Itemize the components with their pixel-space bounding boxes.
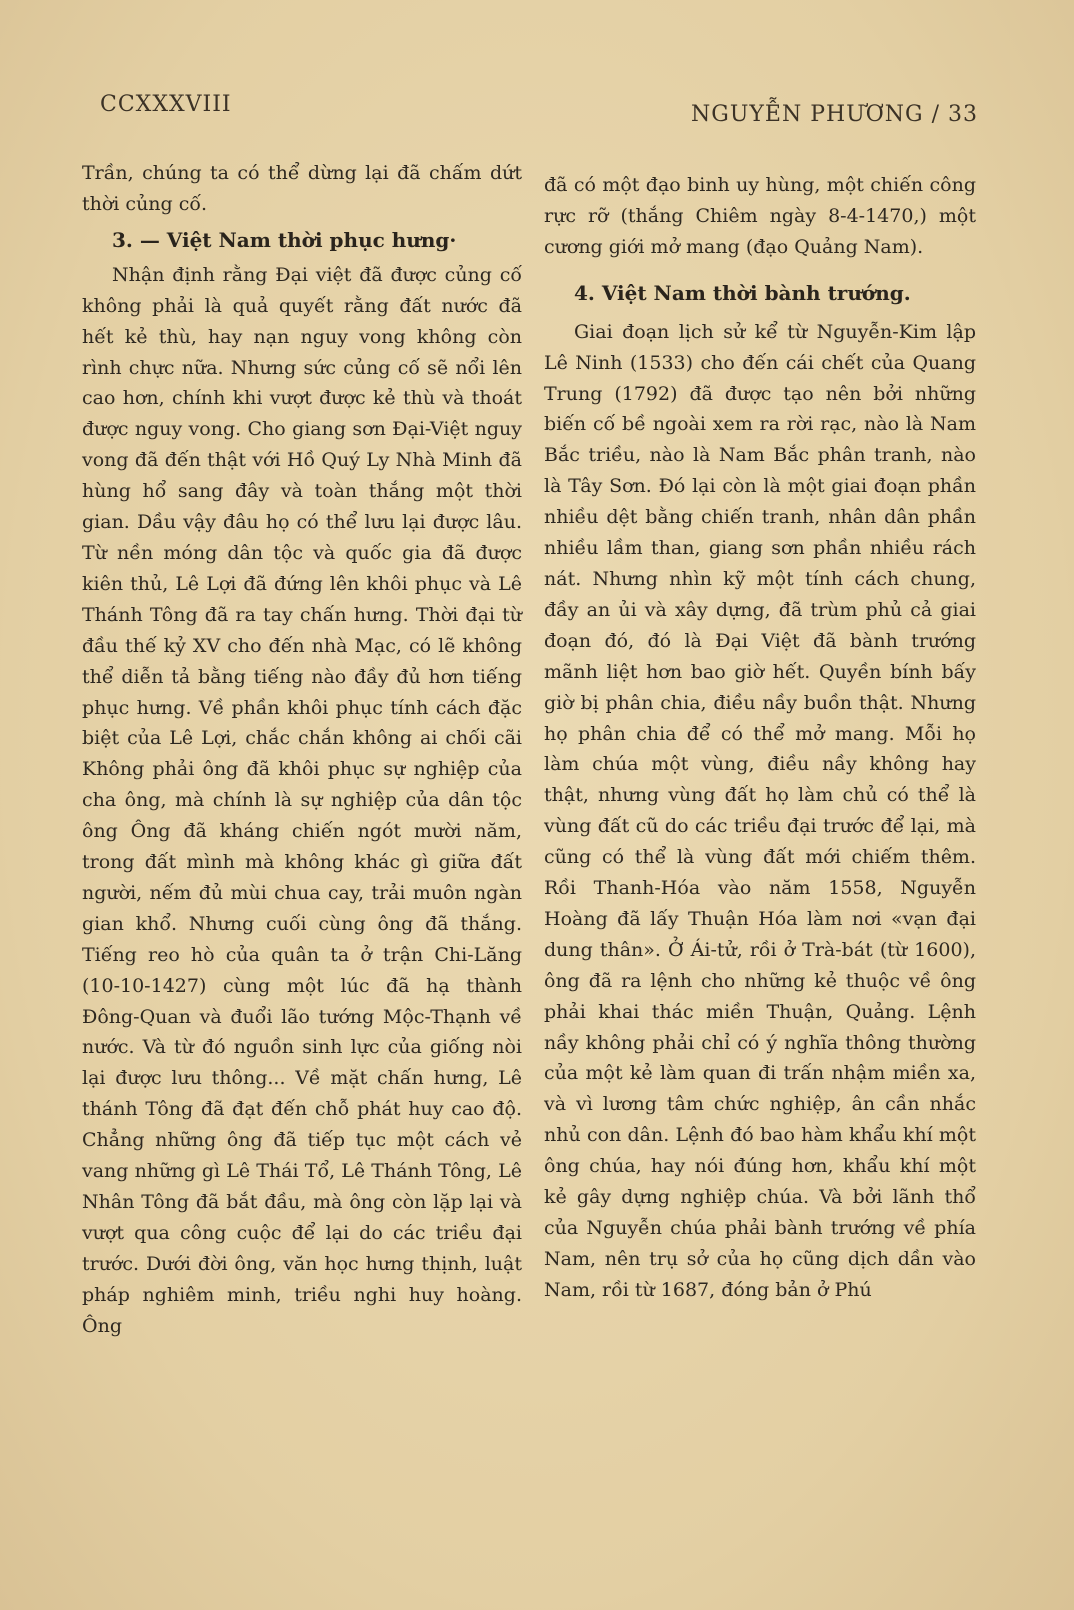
- right-paragraph-1: đã có một đạo binh uy hùng, một chiến công rực rỡ (thắng Chiêm ngày 8-4-1470,) một cương giới mở mang (đạo Quảng Nam).: [544, 174, 976, 258]
- section-3-heading: 3. — Việt Nam thời phục hưng·: [112, 227, 457, 252]
- left-column: [82, 158, 522, 1342]
- left-paragraph-1: Trần, chúng ta có thể dừng lại đã chấm dứt thời củng cố.: [82, 162, 522, 215]
- section-4-heading: 4. Việt Nam thời bành trướng.: [574, 280, 911, 305]
- left-paragraph-2: Nhận định rằng Đại việt đã được củng cố không phải là quả quyết rằng đất nước đã hết kẻ thù, hay nạn nguy vong không còn rình chực nữa. Nhưng sức củng cố sẽ nổi lên cao hơn, chính khi vượt được kẻ thù và thoát được nguy vong. Cho giang sơn Đại-Việt nguy vong đã đến thật với Hồ Quý Ly Nhà Minh đã hùng hổ sang đây và toàn thắng một thời gian. Dầu vậy đâu họ có thể lưu lại được lâu. Từ nền móng dân tộc và quốc gia đã được kiên thủ, Lê Lợi đã đứng lên khôi phục và Lê Thánh Tông đã ra tay chấn hưng. Thời đại từ đầu thế kỷ XV cho đến nhà Mạc, có lẽ không thể diễn tả bằng tiếng nào đầy đủ hơn tiếng phục hưng. Về phần khôi phục tính cách đặc biệt của Lê Lợi, chắc chắn không ai chối cãi Không phải ông đã khôi phục sự nghiệp của cha ông, mà chính là sự nghiệp của dân tộc ông Ông đã kháng chiến ngót mười năm, trong đất mình mà không khác gì giữa đất người, nếm đủ mùi chua cay, trải muôn ngàn gian khổ. Nhưng cuối cùng ông đã thắng. Tiếng reo hò của quân ta ở trận Chi-Lăng (10-10-1427) cùng một lúc đã hạ thành Đông-Quan và đuổi lão tướng Mộc-Thạnh về nước. Và từ đó nguồn sinh lực của giống nòi lại được lưu thông... Về mặt chấn hưng, Lê thánh Tông đã đạt đến chỗ phát huy cao độ. Chẳng những ông đã tiếp tục một cách vẻ vang những gì Lê Thái Tổ, Lê Thánh Tông, Lê Nhân Tông đã bắt đầu, mà ông còn lặp lại và vượt qua công cuộc để lại do các triều đại trước. Dưới đời ông, văn học hưng thịnh, luật pháp nghiêm minh, triều nghi huy hoàng. Ông: [82, 263, 522, 1337]
- page-header: [100, 92, 978, 132]
- right-paragraph-2: Giai đoạn lịch sử kể từ Nguyễn-Kim lập Lê Ninh (1533) cho đến cái chết của Quang Trung (1792) đã được tạo nên bởi những biến cố bề ngoài xem ra rời rạc, nào là Nam Bắc triều, nào là Nam Bắc phân tranh, nào là Tây Sơn. Đó lại còn là một giai đoạn phần nhiều dệt bằng chiến tranh, nhân dân phần nhiều lầm than, giang sơn phần nhiều rách nát. Nhưng nhìn kỹ một tính cách chung, đầy an ủi và xây dựng, đã trùm phủ cả giai đoạn đó, đó là Đại Việt đã bành trướng mãnh liệt hơn bao giờ hết. Quyền bính bấy giờ bị phân chia, điều nầy buồn thật. Nhưng họ phân chia để có thể mở mang. Mỗi họ làm chúa một vùng, điều nầy không hay thật, nhưng vùng đất họ làm chủ có thể là vùng đất cũ do các triều đại trước để lại, mà cũng có thể là vùng đất mới chiếm thêm. Rồi Thanh-Hóa vào năm 1558, Nguyễn Hoàng đã lấy Thuận Hóa làm nơi «vạn đại dung thân». Ở Ái-tử, rồi ở Trà-bát (từ 1600), ông đã ra lệnh cho những kẻ thuộc về ông phải khai thác miền Thuận, Quảng. Lệnh nầy không phải chỉ có ý nghĩa thông thường của một kẻ làm quan đi trấn nhậm miền xa, và vì lương tâm chức nghiệp, ân cần nhắc nhủ con dân. Lệnh đó bao hàm khẩu khí một ông chúa, hay nói đúng hơn, khẩu khí một kẻ gây dựng nghiệp chúa. Và bởi lãnh thổ của Nguyễn chúa phải bành trướng về phía Nam, nên trụ sở của họ cũng dịch dần vào Nam, rồi từ 1687, đóng bản ở Phú: [544, 320, 976, 1301]
- right-column: [544, 170, 976, 1306]
- volume-number: CCXXXVIII: [100, 92, 232, 117]
- author-page-number: NGUYỄN PHƯƠNG / 33: [691, 102, 978, 127]
